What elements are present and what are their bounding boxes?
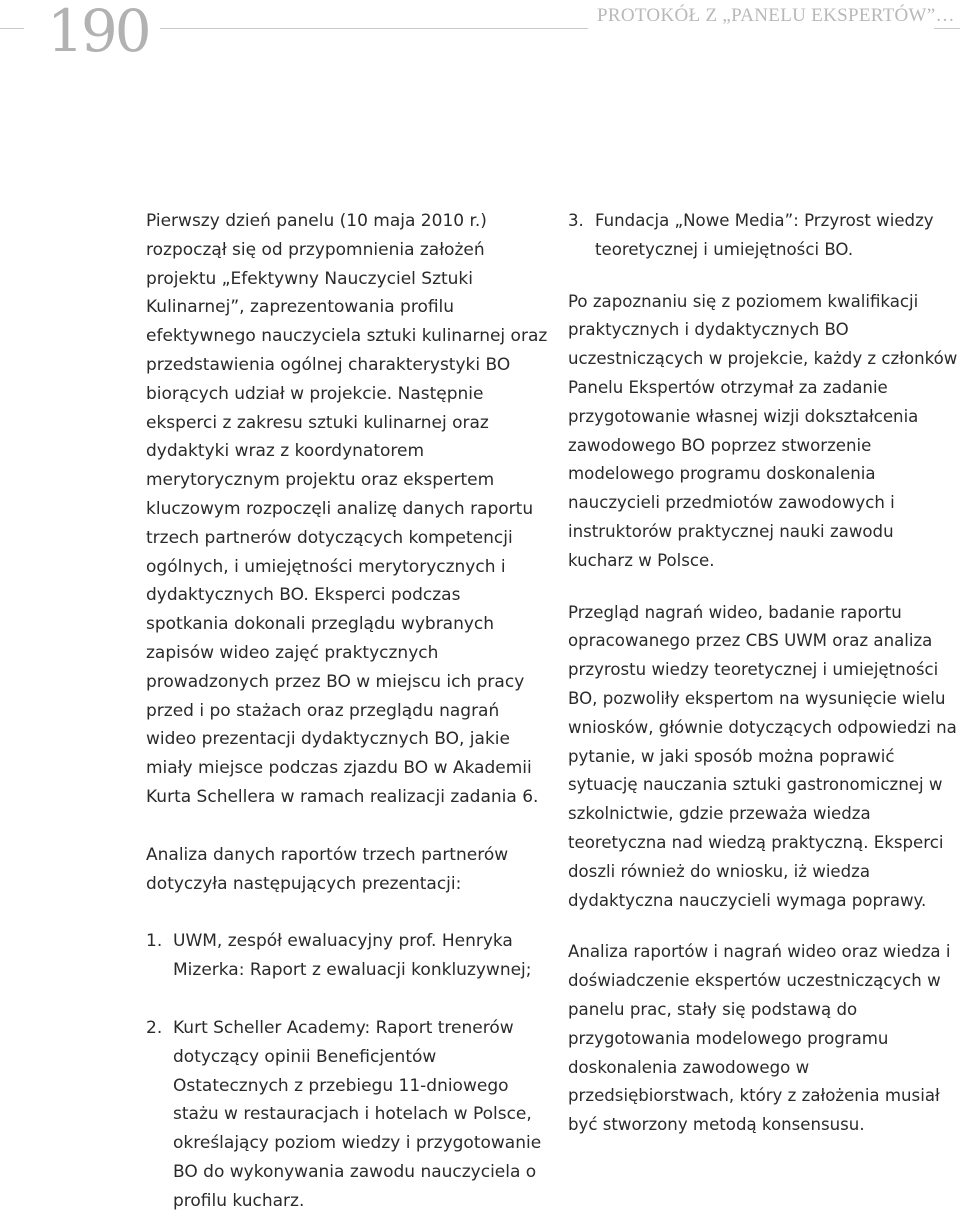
paragraph: Po zapoznaniu się z poziomem kwalifikacji praktycznych i dydaktycznych BO uczestniczących w projekcie, każdy z członków Panelu Ekspertów otrzymał za zadanie przygotowanie własnej wizji dokształcenia zawodowego BO poprzez stworzenie modelowego programu doskonalenia nauczycieli przedmiotów zawodowych i instruktorów praktycznej nauki zawodu kucharz w Polsce. (568, 291, 958, 570)
right-column (568, 207, 960, 1140)
list-item (146, 927, 548, 985)
header-rule-middle (160, 28, 588, 29)
header-rule-right (934, 28, 960, 29)
list-number: 3. (568, 211, 584, 230)
list-number: 1. (146, 931, 163, 952)
paragraph: Analiza raportów i nagrań wideo oraz wiedza i doświadczenie ekspertów uczestniczących w panelu prac, stały się podstawą do przygotowania modelowego programu doskonalenia zawodowego w przedsiębiorstwach, który z założenia musiał być stworzony metodą konsensusu. (568, 942, 951, 1135)
list-number: 2. (146, 1017, 163, 1038)
running-head: PROTOKÓŁ Z „PANELU EKSPERTÓW”… (597, 5, 955, 26)
page-number: 190 (47, 0, 149, 65)
list-text: Fundacja „Nowe Media”: Przyrost wiedzy teoretycznej i umiejętności BO. (595, 211, 934, 259)
paragraph: Analiza danych raportów trzech partnerów dotyczyła następujących prezentacji: (146, 844, 509, 894)
list-text: Kurt Scheller Academy: Raport trenerów dotyczący opinii Beneficjentów Ostatecznych z przebiegu 11-dniowego stażu w restauracjach i hotelach w Polsce, określający poziom wiedzy i przygotowanie BO do wykonywania zawodu nauczyciela o profilu kucharz. (173, 1017, 542, 1211)
left-column (146, 207, 548, 1216)
header-rule-left (0, 28, 24, 29)
paragraph: Pierwszy dzień panelu (10 maja 2010 r.) rozpoczął się od przypomnienia założeń projektu „Efektywny Nauczyciel Sztuki Kulinarnej”, zaprezentowania profilu efektywnego nauczyciela sztuki kulinarnej oraz przedstawienia ogólnej charakterystyki BO biorących udział w projekcie. Następnie eksperci z zakresu sztuki kulinarnej oraz dydaktyki wraz z koordynatorem merytorycznym projektu oraz ekspertem kluczowym rozpoczęli analizę danych raportu trzech partnerów dotyczących kompetencji ogólnych, i umiejętności merytorycznych i dydaktycznych BO. Eksperci podczas spotkania dokonali przeglądu wybranych zapisów wideo zajęć praktycznych prowadzonych przez BO w miejscu ich pracy przed i po stażach oraz przeglądu nagrań wideo prezentacji dydaktycznych BO, jakie miały miejsce podczas zjazdu BO w Akademii Kurta Schellera w ramach realizacji zadania 6. (146, 211, 548, 807)
list-text: UWM, zespół ewaluacyjny prof. Henryka Mizerka: Raport z ewaluacji konkluzywnej; (173, 931, 532, 981)
list-item (568, 207, 960, 265)
list-item (146, 1014, 548, 1216)
paragraph: Przegląd nagrań wideo, badanie raportu opracowanego przez CBS UWM oraz analiza przyrostu wiedzy teoretycznej i umiejętności BO, pozwoliły ekspertom na wysunięcie wielu wniosków, głównie dotyczących odpowiedzi na pytanie, w jaki sposób można poprawić sytuację nauczania sztuki gastronomicznej w szkolnictwie, gdzie przeważa wiedza teoretyczna nad wiedzą praktyczną. Eksperci doszli również do wniosku, iż wiedza dydaktyczna nauczycieli wymaga poprawy. (568, 602, 957, 910)
